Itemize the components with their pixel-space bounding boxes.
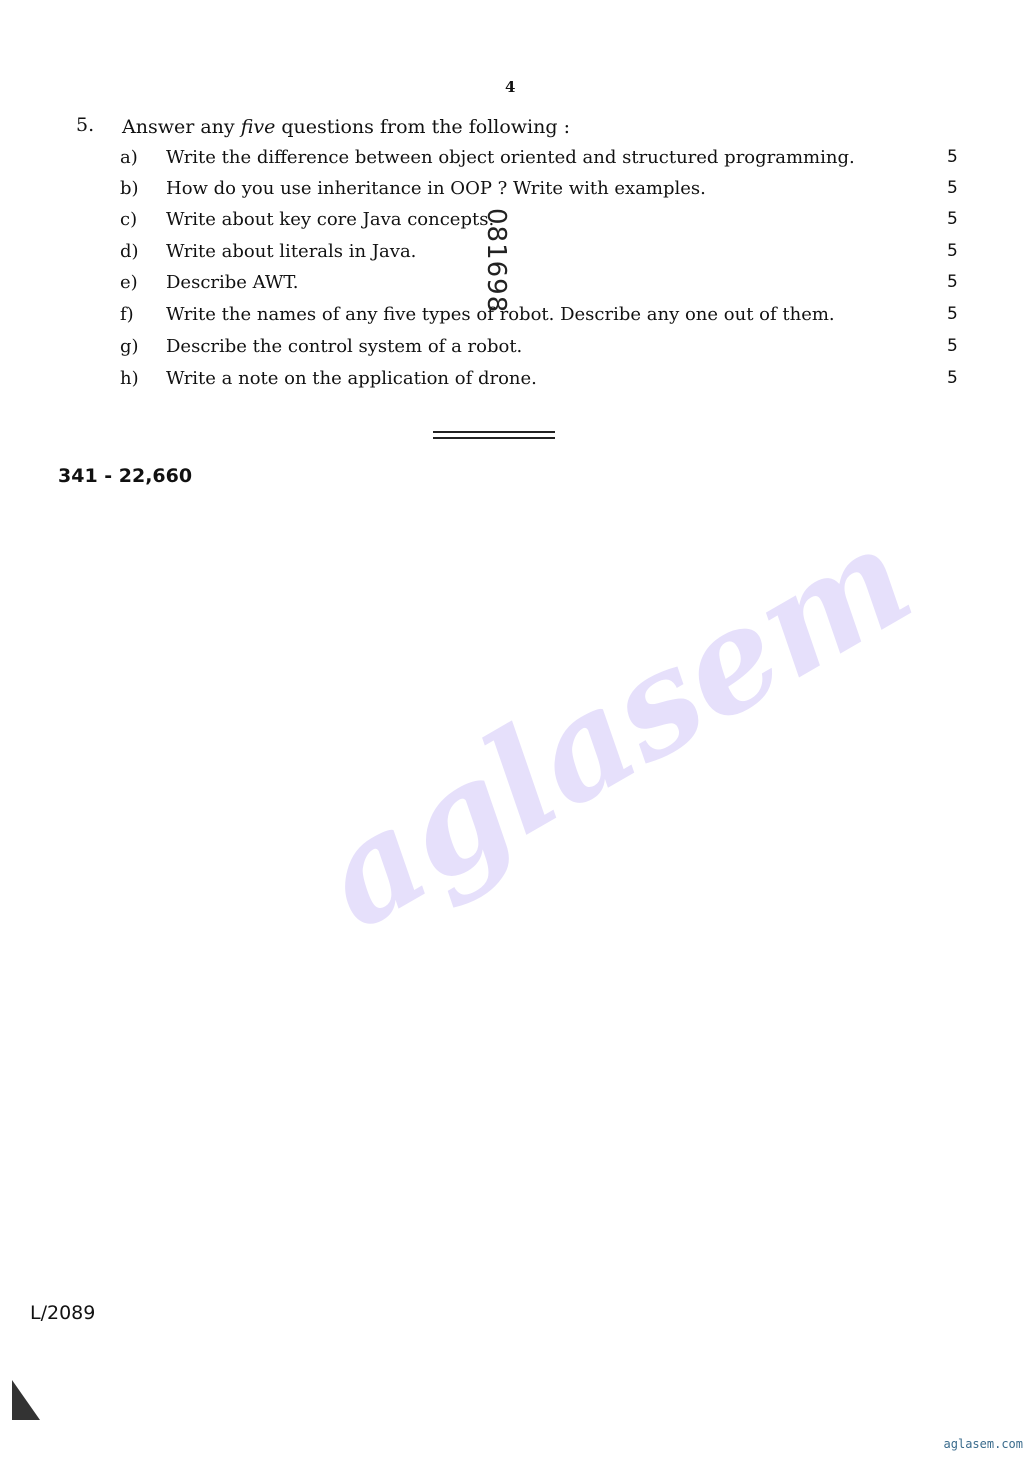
instruction-emphasis: five (240, 116, 276, 138)
part-text: How do you use inheritance in OOP ? Write with examples. (166, 178, 706, 199)
instruction-text-end: questions from the following : (275, 116, 570, 138)
part-marks: 5 (947, 178, 958, 198)
question-part (0, 368, 1033, 398)
part-text: Write the names of any five types of robot. Describe any one out of them. (166, 304, 835, 325)
part-marks: 5 (947, 147, 958, 167)
part-text: Write the difference between object oriented and structured programming. (166, 147, 855, 168)
part-label: d) (120, 241, 139, 262)
part-text: Describe AWT. (166, 272, 299, 293)
serial-stamp: 081698 (481, 208, 511, 314)
part-marks: 5 (947, 209, 958, 229)
page-number: 4 (505, 78, 516, 96)
part-label: b) (120, 178, 139, 199)
set-code: L/2089 (30, 1302, 96, 1324)
part-label: f) (120, 304, 134, 325)
part-text: Write about key core Java concepts. (166, 209, 495, 230)
part-label: c) (120, 209, 138, 230)
part-text: Write about literals in Java. (166, 241, 417, 262)
part-marks: 5 (947, 336, 958, 356)
part-marks: 5 (947, 368, 958, 388)
question-part (0, 336, 1033, 366)
question-part (0, 147, 1033, 177)
corner-scan-mark (12, 1380, 40, 1420)
instruction-text-start: Answer any (122, 116, 241, 138)
part-label: g) (120, 336, 139, 357)
site-footer: aglasem.com (943, 1437, 1023, 1451)
question-number: 5. (76, 114, 95, 136)
part-marks: 5 (947, 272, 958, 292)
part-text: Write a note on the application of drone. (166, 368, 537, 389)
part-label: a) (120, 147, 138, 168)
watermark: aglasem (293, 494, 938, 962)
end-of-questions-rule (433, 431, 555, 439)
question-part (0, 241, 1033, 271)
part-marks: 5 (947, 241, 958, 261)
question-part (0, 178, 1033, 208)
part-label: h) (120, 368, 139, 389)
part-marks: 5 (947, 304, 958, 324)
part-text: Describe the control system of a robot. (166, 336, 523, 357)
question-part (0, 209, 1033, 239)
paper-code: 341 - 22,660 (58, 465, 193, 487)
part-label: e) (120, 272, 138, 293)
question-instruction (122, 116, 570, 138)
question-part (0, 304, 1033, 334)
question-part (0, 272, 1033, 302)
